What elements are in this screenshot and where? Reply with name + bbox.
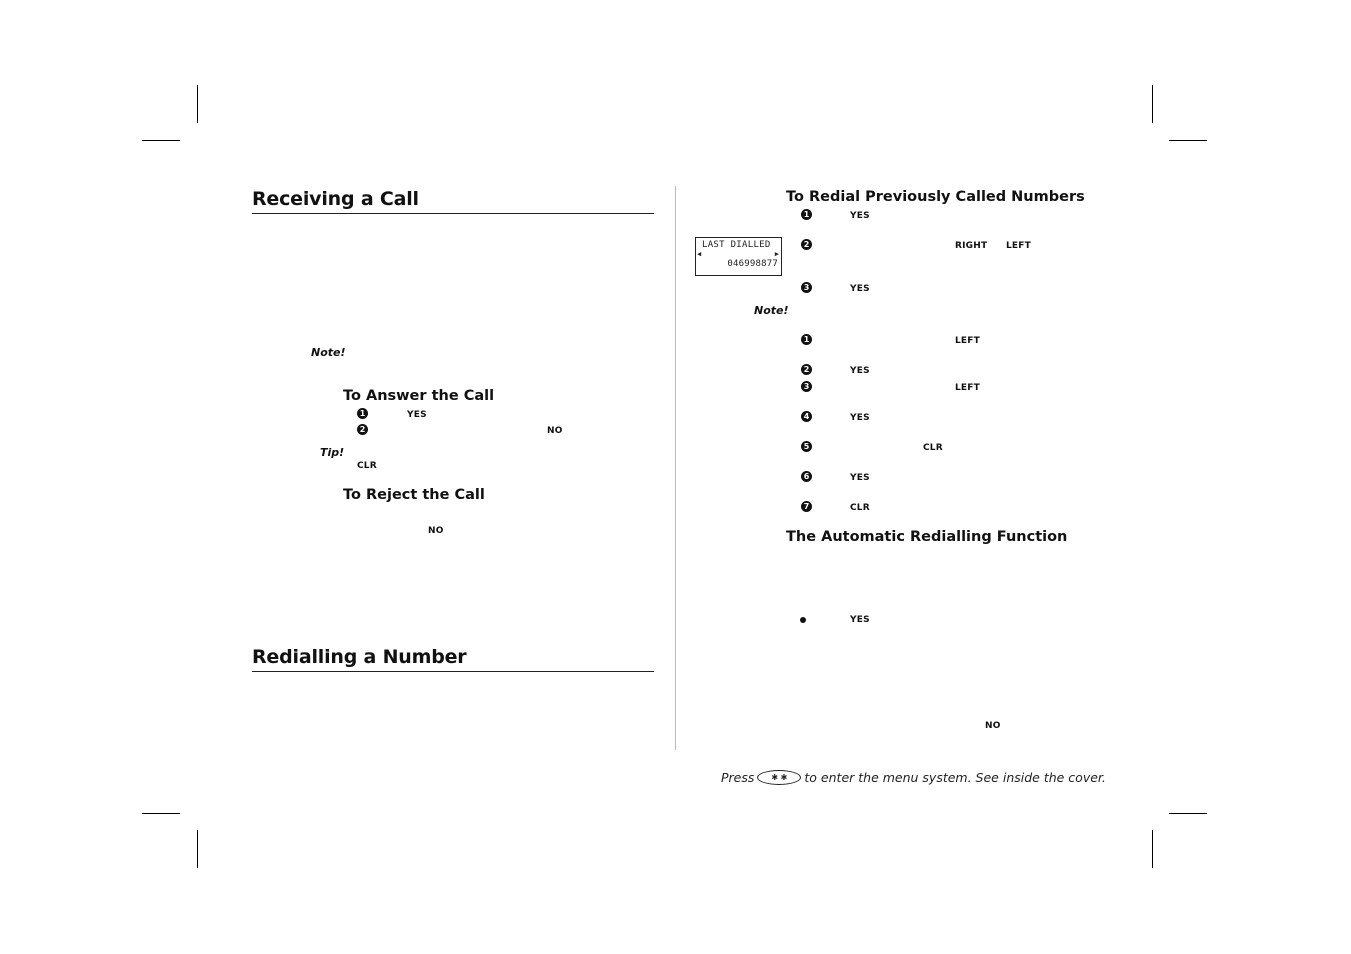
- footer-press: Press: [721, 770, 755, 785]
- no-key-label: NO: [428, 526, 444, 536]
- column-divider: [675, 186, 676, 750]
- left-key-label: LEFT: [955, 383, 980, 393]
- crop-mark: [197, 85, 198, 123]
- yes-key-label: YES: [407, 410, 427, 420]
- step-number-icon: 2: [801, 239, 812, 250]
- menu-key-icon: ✱ ✱: [757, 770, 801, 785]
- step-number-icon: 7: [801, 501, 812, 512]
- note-label: Note!: [754, 304, 789, 317]
- lcd-line-2: 046998877: [727, 259, 778, 269]
- no-key-label: NO: [547, 426, 563, 436]
- answer-heading: To Answer the Call: [343, 388, 495, 404]
- lcd-line-1: LAST DIALLED: [702, 240, 771, 250]
- step-number-icon: 2: [357, 424, 368, 435]
- step-number-icon: 3: [801, 381, 812, 392]
- left-key-label: LEFT: [1006, 241, 1031, 251]
- heading-rule: [252, 671, 654, 672]
- left-key-label: LEFT: [955, 336, 980, 346]
- yes-key-label: YES: [850, 615, 870, 625]
- yes-key-label: YES: [850, 413, 870, 423]
- crop-mark: [142, 140, 180, 141]
- clr-key-label: CLR: [357, 461, 377, 471]
- auto-redial-heading: The Automatic Redialling Function: [786, 529, 1068, 545]
- note-label: Note!: [311, 346, 346, 359]
- receiving-heading: Receiving a Call: [252, 188, 419, 210]
- step-number-icon: 1: [801, 334, 812, 345]
- yes-key-label: YES: [850, 366, 870, 376]
- clr-key-label: CLR: [850, 503, 870, 513]
- step-number-icon: 1: [357, 408, 368, 419]
- footer-rest: to enter the menu system. See inside the cover.: [804, 770, 1106, 785]
- yes-key-label: YES: [850, 284, 870, 294]
- step-number-icon: 5: [801, 441, 812, 452]
- lcd-display: [695, 237, 782, 276]
- crop-mark: [1152, 830, 1153, 868]
- redial-previous-heading: To Redial Previously Called Numbers: [786, 189, 1085, 205]
- heading-rule: [252, 213, 654, 214]
- tip-label: Tip!: [320, 446, 345, 459]
- right-key-label: RIGHT: [955, 241, 988, 251]
- step-number-icon: 6: [801, 471, 812, 482]
- step-number-icon: 4: [801, 411, 812, 422]
- yes-key-label: YES: [850, 473, 870, 483]
- step-number-icon: 2: [801, 364, 812, 375]
- crop-mark: [1169, 813, 1207, 814]
- crop-mark: [197, 830, 198, 868]
- bullet-icon: [800, 617, 806, 623]
- yes-key-label: YES: [850, 211, 870, 221]
- crop-mark: [142, 813, 180, 814]
- crop-mark: [1152, 85, 1153, 123]
- redialling-heading: Redialling a Number: [252, 646, 467, 668]
- crop-mark: [1169, 140, 1207, 141]
- reject-heading: To Reject the Call: [343, 487, 485, 503]
- no-key-label: NO: [985, 721, 1001, 731]
- clr-key-label: CLR: [923, 443, 943, 453]
- step-number-icon: 1: [801, 209, 812, 220]
- step-number-icon: 3: [801, 282, 812, 293]
- lcd-left-arrow-icon: ◀: [697, 250, 702, 258]
- footer-instruction: [721, 770, 1106, 786]
- lcd-right-arrow-icon: ▶: [774, 250, 779, 258]
